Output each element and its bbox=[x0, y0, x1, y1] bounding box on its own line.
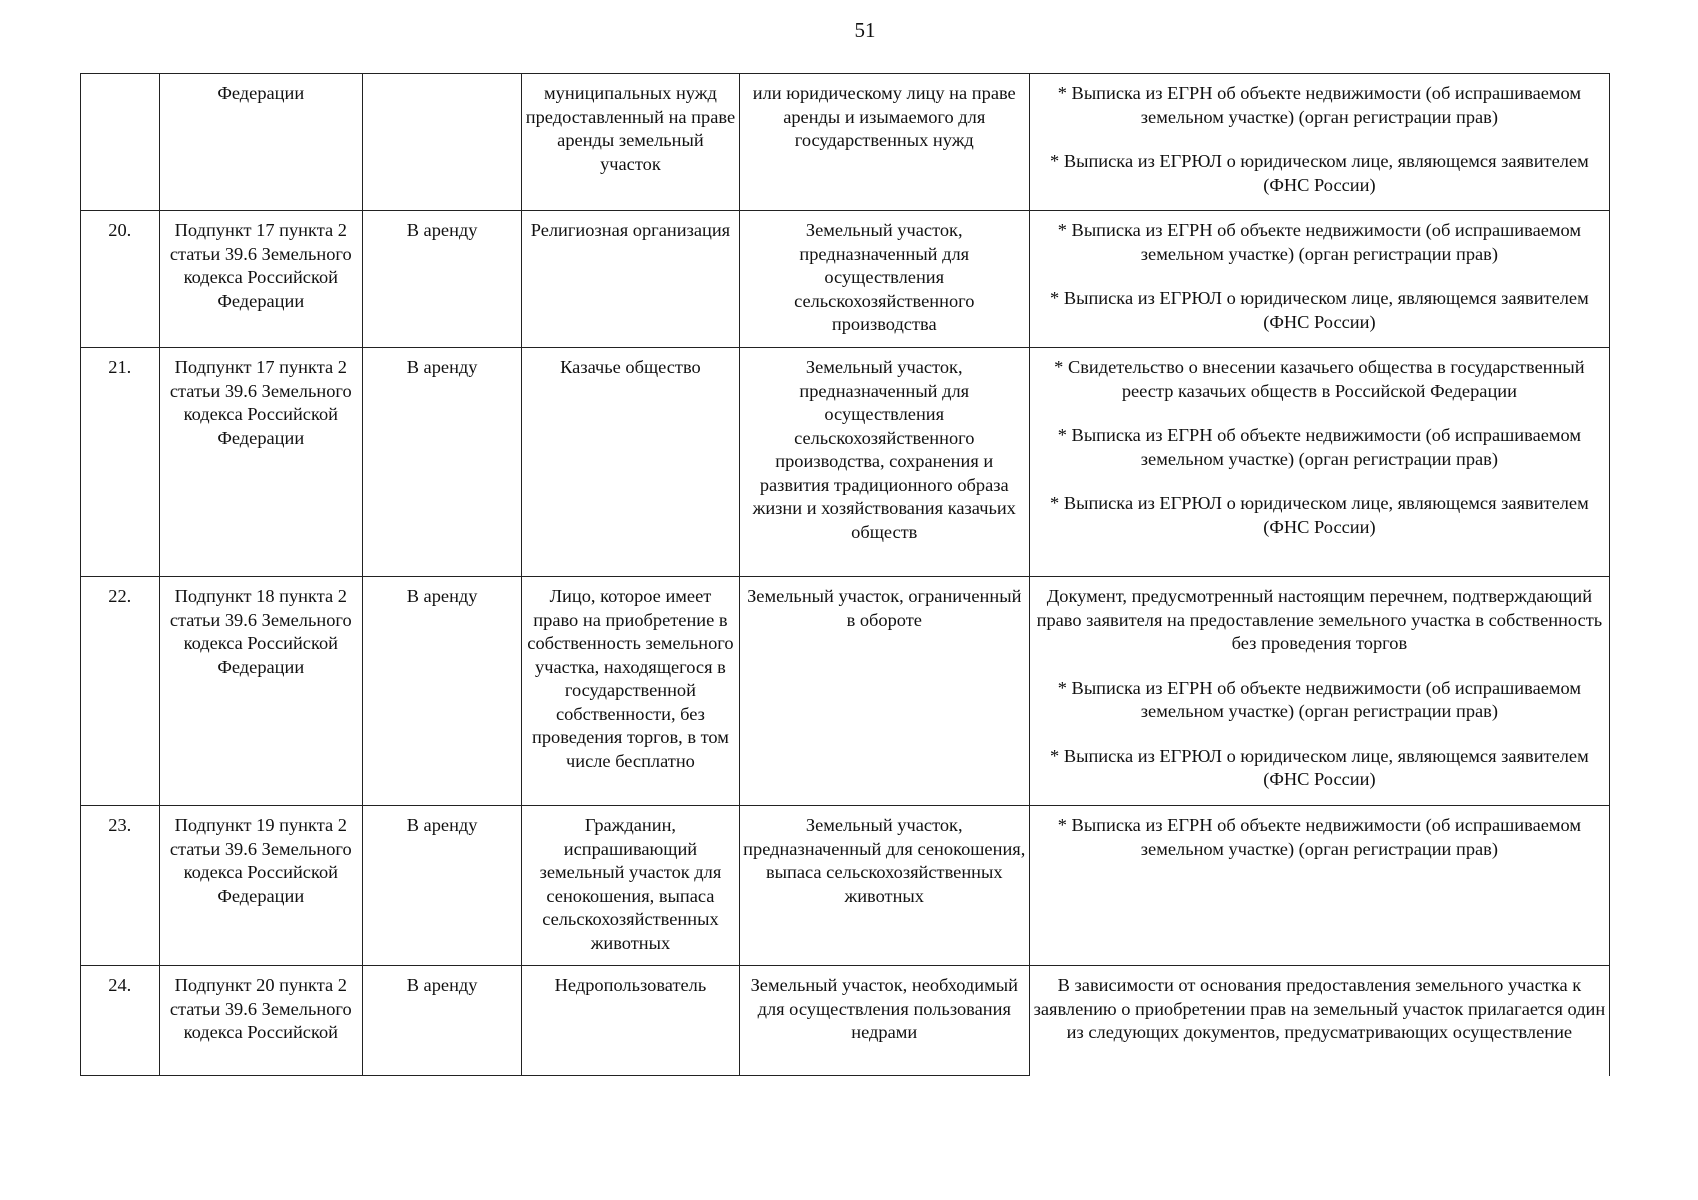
document-item: * Выписка из ЕГРН об объекте недвижимости (об испрашиваемом земельном участке) (орган регистрации прав) bbox=[1057, 83, 1582, 127]
document-item: * Выписка из ЕГРН об объекте недвижимости (об испрашиваемом земельном участке) (орган регистрации прав) bbox=[1057, 425, 1582, 469]
grant-type-cell: В аренду bbox=[363, 577, 522, 806]
document-item: * Выписка из ЕГРЮЛ о юридическом лице, являющемся заявителем (ФНС России) bbox=[1050, 745, 1589, 789]
table-body bbox=[81, 74, 1610, 1076]
document-item: * Выписка из ЕГРЮЛ о юридическом лице, являющемся заявителем (ФНС России) bbox=[1050, 288, 1589, 332]
table-row bbox=[81, 74, 1610, 211]
required-documents-cell bbox=[1029, 348, 1609, 577]
grant-type-cell bbox=[363, 74, 522, 211]
document-item: * Выписка из ЕГРН об объекте недвижимости (об испрашиваемом земельном участке) (орган регистрации прав) bbox=[1057, 677, 1582, 721]
applicant-cell: муниципальных нужд предоставленный на праве аренды земельный участок bbox=[522, 74, 740, 211]
legal-basis-cell: Подпункт 18 пункта 2 статьи 39.6 Земельного кодекса Российской Федерации bbox=[159, 577, 362, 806]
table-row bbox=[81, 966, 1610, 1076]
applicant-cell: Гражданин, испрашивающий земельный участок для сенокошения, выпаса сельскохозяйственных животных bbox=[522, 806, 740, 966]
land-plot-cell: Земельный участок, необходимый для осуществления пользования недрами bbox=[739, 966, 1029, 1076]
applicant-cell: Религиозная организация bbox=[522, 211, 740, 348]
document-item: В зависимости от основания предоставления земельного участка к заявлению о приобретении прав на земельный участок прилагается один из следующих документов, предусматривающих осуществление bbox=[1033, 975, 1606, 1042]
grant-type-cell: В аренду bbox=[363, 348, 522, 577]
documents-table bbox=[80, 73, 1610, 1076]
document-item: * Выписка из ЕГРН об объекте недвижимости (об испрашиваемом земельном участке) (орган регистрации прав) bbox=[1057, 815, 1582, 859]
document-item: Документ, предусмотренный настоящим перечнем, подтверждающий право заявителя на предоставление земельного участка в собственность без проведения торгов bbox=[1036, 586, 1603, 653]
grant-type-cell: В аренду bbox=[363, 806, 522, 966]
applicant-cell: Казачье общество bbox=[522, 348, 740, 577]
row-number-cell: 21. bbox=[81, 348, 160, 577]
row-number-cell: 20. bbox=[81, 211, 160, 348]
document-item: * Свидетельство о внесении казачьего общества в государственный реестр казачьих обществ в Российской Федерации bbox=[1054, 357, 1585, 401]
required-documents-cell bbox=[1029, 577, 1609, 806]
required-documents-cell bbox=[1029, 211, 1609, 348]
row-number-cell: 22. bbox=[81, 577, 160, 806]
legal-basis-cell: Подпункт 17 пункта 2 статьи 39.6 Земельного кодекса Российской Федерации bbox=[159, 211, 362, 348]
document-item: * Выписка из ЕГРЮЛ о юридическом лице, являющемся заявителем (ФНС России) bbox=[1050, 493, 1589, 537]
land-plot-cell: Земельный участок, предназначенный для сенокошения, выпаса сельскохозяйственных животных bbox=[739, 806, 1029, 966]
applicant-cell: Лицо, которое имеет право на приобретение в собственность земельного участка, находящегося в государственной собственности, без проведения торгов, в том числе бесплатно bbox=[522, 577, 740, 806]
row-number-cell bbox=[81, 74, 160, 211]
grant-type-cell: В аренду bbox=[363, 966, 522, 1076]
land-plot-cell: или юридическому лицу на праве аренды и изымаемого для государственных нужд bbox=[739, 74, 1029, 211]
land-plot-cell: Земельный участок, ограниченный в обороте bbox=[739, 577, 1029, 806]
land-plot-cell: Земельный участок, предназначенный для осуществления сельскохозяйственного производства, сохранения и развития традиционного образа жизни и хозяйствования казачьих обществ bbox=[739, 348, 1029, 577]
required-documents-cell bbox=[1029, 806, 1609, 966]
page-number: 51 bbox=[854, 18, 876, 42]
land-plot-cell: Земельный участок, предназначенный для осуществления сельскохозяйственного производства bbox=[739, 211, 1029, 348]
table-row bbox=[81, 806, 1610, 966]
required-documents-cell bbox=[1029, 966, 1609, 1076]
legal-basis-cell: Подпункт 17 пункта 2 статьи 39.6 Земельного кодекса Российской Федерации bbox=[159, 348, 362, 577]
legal-basis-cell: Подпункт 19 пункта 2 статьи 39.6 Земельного кодекса Российской Федерации bbox=[159, 806, 362, 966]
table-row bbox=[81, 577, 1610, 806]
row-number-cell: 24. bbox=[81, 966, 160, 1076]
table-row bbox=[81, 211, 1610, 348]
document-item: * Выписка из ЕГРН об объекте недвижимости (об испрашиваемом земельном участке) (орган регистрации прав) bbox=[1057, 220, 1582, 264]
table-row bbox=[81, 348, 1610, 577]
legal-basis-cell: Федерации bbox=[159, 74, 362, 211]
grant-type-cell: В аренду bbox=[363, 211, 522, 348]
required-documents-cell bbox=[1029, 74, 1609, 211]
document-item: * Выписка из ЕГРЮЛ о юридическом лице, являющемся заявителем (ФНС России) bbox=[1050, 151, 1589, 195]
legal-basis-cell: Подпункт 20 пункта 2 статьи 39.6 Земельного кодекса Российской bbox=[159, 966, 362, 1076]
applicant-cell: Недропользователь bbox=[522, 966, 740, 1076]
row-number-cell: 23. bbox=[81, 806, 160, 966]
